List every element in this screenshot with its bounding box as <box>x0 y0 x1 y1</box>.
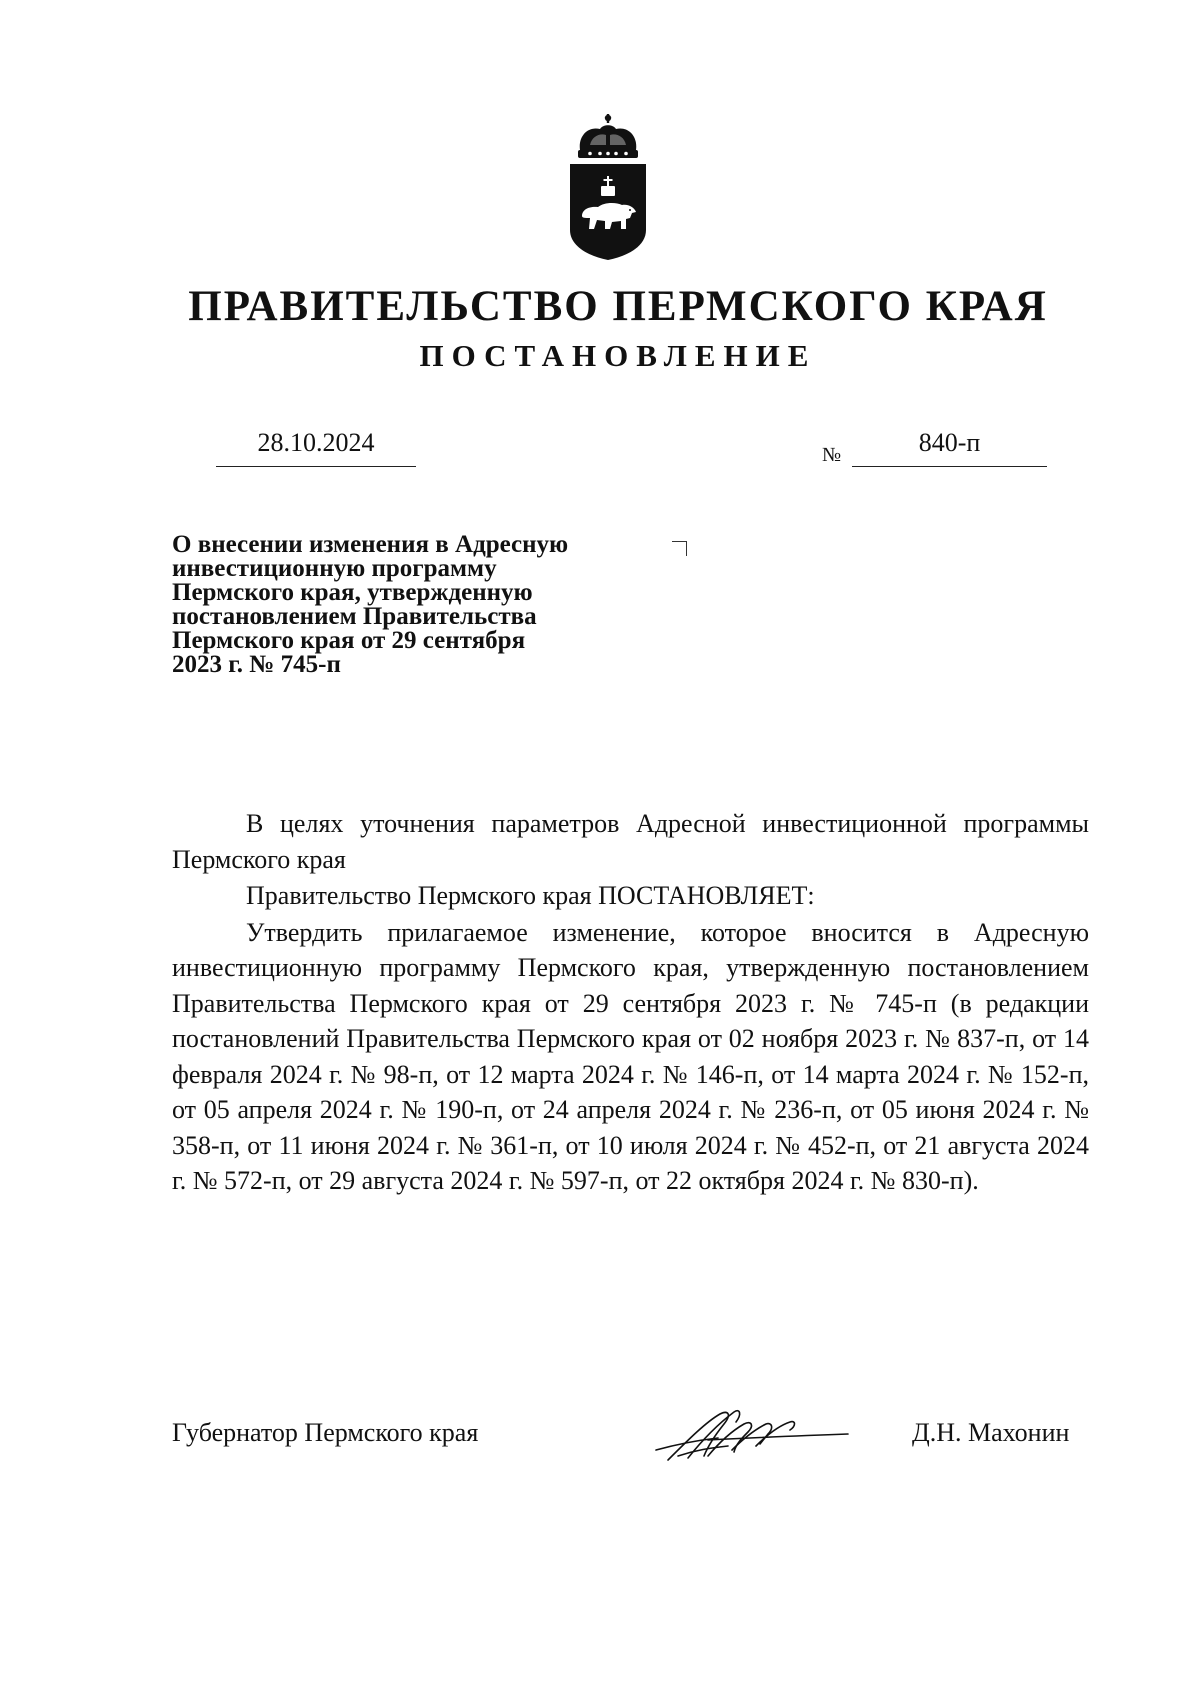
date-underline <box>216 466 416 467</box>
document-date-field <box>216 428 416 468</box>
subject-line: О внесении изменения в Адресную <box>172 531 569 558</box>
subject-line: 2023 г. № 745-п <box>172 651 341 678</box>
handwritten-signature-icon <box>648 1400 858 1470</box>
subject-corner-mark <box>672 541 687 556</box>
signatory-position: Губернатор Пермского края <box>172 1418 479 1447</box>
document-subject <box>172 533 642 677</box>
subject-line: Пермского края, утвержденную <box>172 579 533 606</box>
subject-line: инвестиционную программу <box>172 555 497 582</box>
document-date: 28.10.2024 <box>257 428 375 457</box>
organization-title: ПРАВИТЕЛЬСТВО ПЕРМСКОГО КРАЯ <box>188 283 1048 330</box>
number-underline <box>852 466 1047 467</box>
subject-line: Пермского края от 29 сентября <box>172 627 526 654</box>
body-paragraph-purpose: В целях уточнения параметров Адресной инвестиционной программы Пермского края <box>172 809 1089 874</box>
number-sign: № <box>822 444 842 466</box>
document-body <box>172 806 1089 1199</box>
signatory-name: Д.Н. Махонин <box>912 1418 1070 1447</box>
document-number: 840-п <box>918 428 981 457</box>
subject-line: постановлением Правительства <box>172 603 537 630</box>
document-type-title: ПОСТАНОВЛЕНИЕ <box>419 338 817 373</box>
body-paragraph-resolves: Правительство Пермского края ПОСТАНОВЛЯЕТ: <box>246 881 815 910</box>
body-paragraph-approve: Утвердить прилагаемое изменение, которое вносится в Адресную инвестиционную программу Пермского края, утвержденную постановлением Правительства Пермского края от 29 сентября 2023 г. № 745-п (в редакции постановлений Правительства Пермского края от 02 ноября 2023 г. № 837-п, от 14 февраля 2024 г. № 98-п, от 12 марта 2024 г. № 146-п, от 14 марта 2024 г. № 152-п, от 05 апреля 2024 г. № 190-п, от 24 апреля 2024 г. № 236-п, от 05 июня 2024 г. № 358-п, от 11 июня 2024 г. № 361-п, от 10 июля 2024 г. № 452-п, от 21 августа 2024 г. № 572-п, от 29 августа 2024 г. № 597-п, от 22 октября 2024 г. № 830-п). <box>172 917 1089 1195</box>
perm-krai-coat-of-arms-icon <box>560 112 656 262</box>
document-number-field <box>822 428 1047 468</box>
